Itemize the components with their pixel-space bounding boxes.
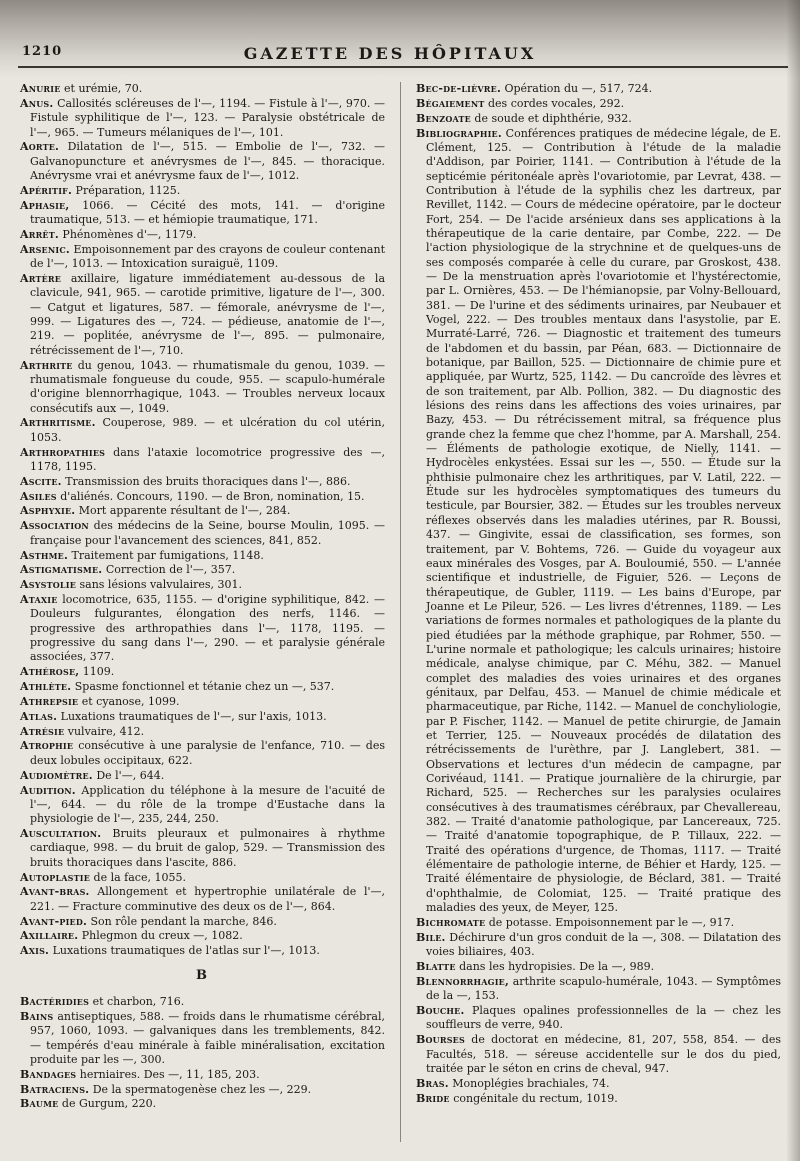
entry-headword: Bains <box>20 1009 54 1023</box>
index-entry <box>20 490 385 504</box>
entry-text: De la spermatogenèse chez les —, 229. <box>89 1082 312 1096</box>
entry-text: Allongement et hypertrophie unilatérale de l'—, 221. — Fracture comminutive des deux os de l'—, 864. <box>30 885 385 913</box>
index-entry <box>20 82 385 96</box>
entry-text: Mort apparente résultant de l'—, 284. <box>75 504 291 518</box>
entry-headword: Axillaire. <box>20 929 79 943</box>
index-entry <box>20 140 385 183</box>
entry-headword: Asthme. <box>20 548 69 562</box>
index-entry <box>20 228 385 242</box>
entry-text: Transmission des bruits thoraciques dans l'—, 886. <box>61 474 351 488</box>
entry-headword: Bichromate <box>416 915 486 929</box>
header-rule <box>18 66 788 68</box>
index-entry <box>20 1010 385 1067</box>
right-column <box>416 82 781 1106</box>
index-entry <box>20 944 385 958</box>
entry-headword: Artère <box>20 271 62 285</box>
entry-headword: Arrêt. <box>20 227 59 241</box>
entry-text: locomotrice, 635, 1155. — d'origine syphilitique, 842. — Douleurs fulgurantes, élongation des nerfs, 1146. — progressive des arthropathies dans l'—, 1178, 1195. — progressive du sang dans l'—, 290. — et paralysie générale associées, 377. <box>30 593 385 664</box>
entry-headword: Bras. <box>416 1076 449 1090</box>
entry-text: des médecins de la Seine, bourse Moulin, 1095. — française pour l'avancement des sciences, 841, 852. <box>30 519 385 547</box>
index-entry <box>20 1068 385 1082</box>
entry-text: 1066. — Cécité des mots, 141. — d'origine traumatique, 513. — et hémiopie traumatique, 171. <box>30 198 385 227</box>
left-column <box>20 82 385 1112</box>
index-entry <box>416 127 781 916</box>
column-divider <box>400 82 401 1142</box>
entry-text: antiseptiques, 588. — froids dans le rhumatisme cérébral, 957, 1060, 1093. — galvaniques dans les tremblements, 842. — tempérés d'eau minérale à faible minéralisation, excitation produite par les —, 300. <box>30 1009 385 1066</box>
entry-text: Traitement par fumigations, 1148. <box>68 548 264 562</box>
entry-headword: Atrésie <box>20 724 65 738</box>
entry-headword: Arthrite <box>20 358 73 372</box>
index-entry <box>20 578 385 592</box>
entry-headword: Arsenic. <box>20 242 70 256</box>
index-entry <box>20 272 385 358</box>
entry-headword: Astigmatisme. <box>20 563 103 577</box>
entry-headword: Atrophie <box>20 739 74 753</box>
entry-headword: Autoplastie <box>20 870 91 884</box>
entry-headword: Audition. <box>20 783 76 797</box>
entry-text: et charbon, 716. <box>89 994 185 1008</box>
index-entry <box>20 885 385 914</box>
index-entry <box>20 827 385 870</box>
entry-text: congénitale du rectum, 1019. <box>449 1091 618 1105</box>
entry-headword: Association <box>20 519 89 533</box>
entry-headword: Baume <box>20 1097 59 1111</box>
entry-headword: Asphyxie. <box>20 504 76 518</box>
entry-text: Son rôle pendant la marche, 846. <box>86 914 277 928</box>
entry-text: de doctorat en médecine, 81, 207, 558, 854. — des Facultés, 518. — séreuse accidentelle sur le dos du pied, traitée par le séton en crins de cheval, 947. <box>426 1033 781 1075</box>
entry-headword: Anurie <box>20 82 61 95</box>
entry-text: Plaques opalines professionnelles de la — chez les souffleurs de verre, 940. <box>426 1004 781 1032</box>
index-entry <box>20 243 385 272</box>
entry-headword: Bec-de-lièvre. <box>416 82 501 95</box>
entry-text: de la face, 1055. <box>90 870 186 884</box>
entry-text: de Gurgum, 220. <box>58 1097 157 1111</box>
entry-text: sans lésions valvulaires, 301. <box>76 578 243 592</box>
entry-headword: Bouche. <box>416 1004 465 1017</box>
index-entry <box>416 112 781 126</box>
entry-text: des cordes vocales, 292. <box>484 96 625 110</box>
index-entry <box>416 960 781 974</box>
entry-headword: Blennorrhagie, <box>416 974 509 988</box>
entry-text: Callosités scléreuses de l'—, 1194. — Fistule à l'—, 970. — Fistule syphilitique de l'—, 123. — Paralysie obstétricale de l'—, 965. — Tumeurs mélaniques de l'—, 101. <box>30 96 385 139</box>
entry-text: de soude et diphthérie, 932. <box>470 111 632 125</box>
entry-headword: Avant-bras. <box>20 885 90 899</box>
entry-headword: Asiles <box>20 489 57 503</box>
index-entry <box>416 1077 781 1091</box>
entry-headword: Anus. <box>20 96 54 110</box>
index-entry <box>416 931 781 960</box>
entry-headword: Bibliographie. <box>416 126 502 140</box>
entry-headword: Bride <box>416 1091 450 1105</box>
index-entry <box>20 710 385 724</box>
entry-text: consécutive à une paralysie de l'enfance, 710. — des deux lobules occipitaux, 622. <box>30 739 385 767</box>
entry-headword: Asystolie <box>20 578 76 592</box>
index-entry <box>20 446 385 475</box>
index-entry <box>20 1097 385 1111</box>
entry-text: et cyanose, 1099. <box>78 694 180 708</box>
entry-headword: Auscultation. <box>20 827 102 841</box>
entry-text: d'aliénés. Concours, 1190. — de Bron, nomination, 15. <box>56 489 365 503</box>
entry-text: dans les hydropisies. De la —, 989. <box>455 959 655 973</box>
index-entry <box>416 975 781 1004</box>
index-entry <box>20 359 385 416</box>
index-entry <box>20 739 385 768</box>
entry-text: Correction de l'—, 357. <box>102 563 236 577</box>
index-entry <box>20 563 385 577</box>
entry-text: Monoplégies brachiales, 74. <box>448 1076 610 1090</box>
index-entry <box>416 1033 781 1076</box>
entry-text: Phlegmon du creux —, 1082. <box>78 929 243 943</box>
entry-text: Dilatation de l'—, 515. — Embolie de l'—, 732. — Galvanopuncture et anévrysmes de l'—, 845. — thoracique. Anévrysme vrai et anévrysme faux de l'—, 1012. <box>30 140 385 183</box>
index-entry <box>20 549 385 563</box>
entry-headword: Benzoate <box>416 111 471 125</box>
index-entry <box>20 416 385 445</box>
entry-headword: Bourses <box>416 1033 465 1047</box>
index-entry <box>416 82 781 96</box>
index-entry <box>20 929 385 943</box>
index-entry <box>20 680 385 694</box>
index-entry <box>20 915 385 929</box>
entry-text: Couperose, 989. — et ulcération du col utérin, 1053. <box>30 416 385 444</box>
entry-text: Empoisonnement par des crayons de couleur contenant de l'—, 1013. — Intoxication suraiguë, 1109. <box>30 242 385 271</box>
entry-text: de potasse. Empoisonnement par le —, 917. <box>485 915 735 929</box>
entry-text: 1109. <box>79 665 115 679</box>
entry-text: du genou, 1043. — rhumatismale du genou, 1039. — rhumatismale fongueuse du coude, 955. — scapulo-humérale d'origine blennorrhagique, 1043. — Troubles nerveux locaux consécutifs aux —, 1049. <box>30 358 385 415</box>
entry-headword: Arthropathies <box>20 445 106 459</box>
entry-text: Spasme fonctionnel et tétanie chez un —, 537. <box>71 680 335 694</box>
index-entry <box>20 784 385 827</box>
entry-text: Luxations traumatiques de l'atlas sur l'—, 1013. <box>49 944 320 958</box>
entry-headword: Bile. <box>416 930 446 944</box>
entry-headword: Apéritif. <box>20 183 73 197</box>
entry-text: axillaire, ligature immédiatement au-dessous de la clavicule, 941, 965. — carotide primitive, ligature de l'—, 300. — Catgut et ligatures, 587. — fémorale, anévrysme de l'—, 999. — Ligatures des —, 724. — pédieuse, anatomie de l'—, 219. — poplitée, anévrysme de l'—, 895. — pulmonaire, rétrécissement de l'—, 710. <box>30 271 385 357</box>
index-entry <box>20 665 385 679</box>
index-entry <box>20 1083 385 1097</box>
index-entry <box>20 199 385 228</box>
entry-text: Application du téléphone à la mesure de l'acuité de l'—, 644. — du rôle de la trompe d'Eustache dans la physiologie de l'—, 235, 244, 250. <box>30 783 385 826</box>
entry-headword: Arthritisme. <box>20 416 96 430</box>
entry-headword: Ascite. <box>20 474 62 488</box>
entry-headword: Aorte. <box>20 140 60 154</box>
entry-text: arthrite scapulo-humérale, 1043. — Symptômes de la —, 153. <box>426 974 781 1003</box>
entry-headword: Audiomètre. <box>20 768 93 782</box>
index-entry <box>20 475 385 489</box>
entry-text: Luxations traumatiques de l'—, sur l'axis, 1013. <box>57 709 327 723</box>
index-entry <box>416 916 781 930</box>
index-entry <box>20 725 385 739</box>
entry-text: Phénomènes d'—, 1179. <box>58 227 197 241</box>
entry-headword: Athérose, <box>20 665 80 679</box>
section-letter: B <box>196 967 209 983</box>
page-number: 1210 <box>22 44 63 59</box>
index-entry <box>416 1004 781 1033</box>
index-entry <box>20 695 385 709</box>
entry-headword: Axis. <box>20 944 50 958</box>
index-entry <box>20 995 385 1009</box>
entry-headword: Batraciens. <box>20 1082 90 1096</box>
entry-text: dans l'ataxie locomotrice progressive des —, 1178, 1195. <box>30 445 385 473</box>
index-entry <box>20 593 385 665</box>
entry-text: Bruits pleuraux et pulmonaires à rhythme cardiaque, 998. — du bruit de galop, 529. — Transmission des bruits thoraciques dans l'ascite, 886. <box>30 827 385 869</box>
entry-headword: Bégaiement <box>416 96 485 110</box>
entry-text: Conférences pratiques de médecine légale, de E. Clément, 125. — Contribution à l'étude de la maladie d'Addison, par Poirier, 1141. — Contribution à l'étude de la septicémie péritonéale après l'ovariotomie, par Levrat, 438. — Contribution à l'étude de la syphilis chez les dartreux, par Revillet, 1142. — Cours de médecine opératoire, par le docteur Fort, 254. — De l'acide arsénieux dans ses applications à la thérapeutique de la carie dentaire, par Combe, 222. — De l'action physiologique de la strychnine et de quelques-uns de ses composés comparée à celle du curare, par Groskost, 438. — De la menstruation après l'ovariotomie et l'hystérectomie, par L. Ornières, 453. — De l'hémianopsie, par Volny-Bellouard, 381. — De l'urine et des sédiments urinaires, par Neubauer et Vogel, 222. — Des troubles mentaux dans l'asystolie, par E. Murraté-Larré, 726. — Diagnostic et traitement des tumeurs de l'abdomen et du bassin, par Péan, 683. — Dictionnaire de botanique, par Baillon, 525. — Dictionnaire de chimie pure et appliquée, par Wurtz, 525, 1142. — Du cancroïde des lèvres et de son traitement, par Alb. Pollion, 382. — Du diagnostic des lésions des reins dans les affections des voies urinaires, par Bazy, 453. — Du rétrécissement mitral, sa fréquence plus grande chez la femme que chez l'homme, par A. Marshall, 254. — Éléments de pathologie exotique, de Nielly, 1141. — Hydrocèles enkystées. Essai sur les —, 550. — Étude sur la phthisie pulmonaire chez les arthritiques, par V. Latil, 222. — Étude sur les hydrocèles symptomatiques des tumeurs du testicule, par Boursier, 382. — Études sur les troubles nerveux réflexes observés dans les maladies utérines, par R. Boussi, 437. — Gingivite, essai de classification, ses formes, son traitement, par V. Bohtems, 726. — Guide du voyageur aux eaux minérales des Vosges, par A. Bouloumié, 550. — L'année scientifique et industrielle, de Figuier, 526. — Leçons de thérapeutique, de Gubler, 1119. — Les bains d'Europe, par Joanne et Le Pileur, 526. — Les livres d'étrennes, 1189. — Les variations de formes normales et pathologiques de la plante du pied étudiées par la méthode graphique, par Rohmer, 550. — L'urine normale et pathologique; les calculs urinaires; histoire médicale, analyse chimique, par C. Méhu, 382. — Manuel complet des maladies des voies urinaires et des organes génitaux, par Delfau, 453. — Manuel de chimie médicale et pharmaceutique, par Riche, 1142. — Manuel de conchyliologie, par P. Fischer, 1142. — Manuel de petite chirurgie, de Jamain et Terrier, 125. — Nouveaux procédés de dilatation des rétrécissements de l'urèthre, par J. Langlebert, 381. — Observations et lectures d'un médecin de campagne, par Corivéaud, 1141. — Pratique journalière de la chirurgie, par Richard, 525. — Recherches sur les paralysies oculaires consécutives à des traumatismes cérébraux, par Chevallereau, 382. — Traité d'anatomie pathologique, par Lancereaux, 725. — Traité d'anatomie topographique, de P. Tillaux, 222. — Traité des opérations d'urgence, de Thomas, 1117. — Traité élémentaire de pathologie interne, de Béhier et Hardy, 125. — Traité élémentaire de physiologie, de Béclard, 381. — Traité d'ophthalmie, de Colomiat, 125. — Traité pratique des maladies des yeux, de Meyer, 125. <box>426 126 781 915</box>
entry-headword: Avant-pied. <box>20 914 87 928</box>
entry-text: De l'—, 644. <box>92 768 165 782</box>
entry-headword: Bactéridies <box>20 994 90 1008</box>
entry-text: Préparation, 1125. <box>72 183 181 197</box>
index-entry <box>20 519 385 548</box>
running-title: GAZETTE DES HÔPITAUX <box>243 44 537 63</box>
entry-text: herniaires. Des —, 11, 185, 203. <box>76 1067 260 1081</box>
entry-headword: Athrepsie <box>20 694 79 708</box>
entry-headword: Athlète. <box>20 680 72 694</box>
index-entry <box>416 1092 781 1106</box>
index-entry <box>416 97 781 111</box>
entry-text: Opération du —, 517, 724. <box>500 82 653 95</box>
index-entry <box>20 504 385 518</box>
index-entry <box>20 871 385 885</box>
index-entry <box>20 184 385 198</box>
entry-headword: Bandages <box>20 1067 77 1081</box>
entry-text: vulvaire, 412. <box>64 724 145 738</box>
entry-headword: Atlas. <box>20 709 58 723</box>
entry-text: Déchirure d'un gros conduit de la —, 308. — Dilatation des voies biliaires, 403. <box>426 930 781 959</box>
index-entry <box>20 97 385 140</box>
entry-headword: Blatte <box>416 959 456 973</box>
index-entry <box>20 769 385 783</box>
entry-text: et urémie, 70. <box>60 82 143 95</box>
entry-headword: Aphasie, <box>20 198 70 212</box>
page-edge-shadow <box>786 0 800 1161</box>
entry-headword: Ataxie <box>20 593 58 607</box>
